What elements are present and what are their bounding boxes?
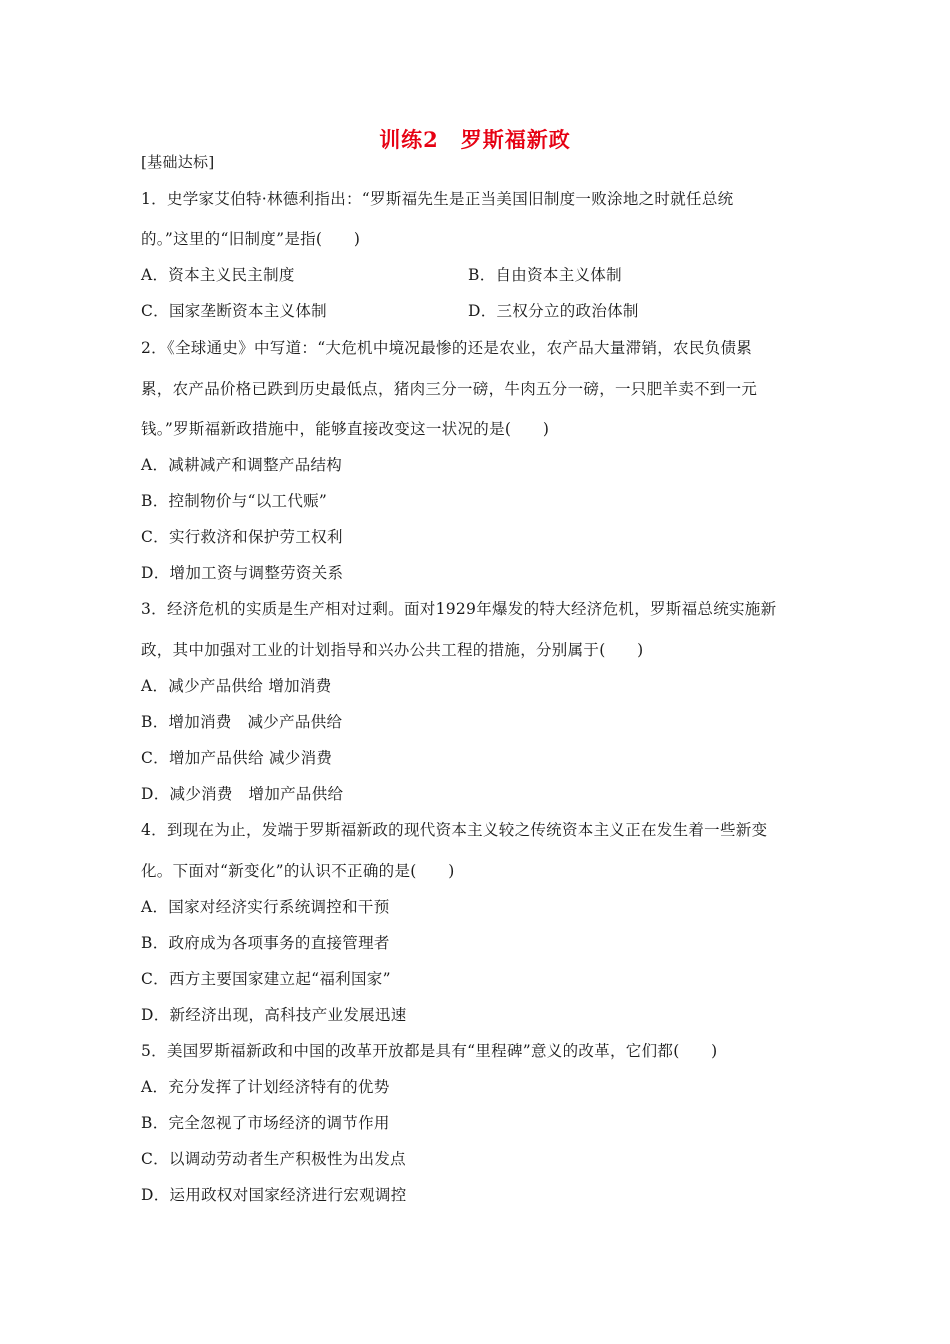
- question-3-option-c: C．增加产品供给 减少消费: [141, 749, 333, 767]
- question-2-stem-line-3: 钱。”罗斯福新政措施中，能够直接改变这一状况的是( ): [141, 420, 550, 438]
- question-5-option-b: B．完全忽视了市场经济的调节作用: [141, 1114, 390, 1132]
- question-3-option-a: A．减少产品供给 增加消费: [141, 677, 332, 695]
- question-1-stem-line-2: 的。”这里的“旧制度”是指( ): [141, 230, 361, 248]
- question-2-option-a: A．减耕减产和调整产品结构: [141, 456, 343, 474]
- question-1-option-b: B．自由资本主义体制: [468, 266, 622, 284]
- question-1-option-d: D．三权分立的政治体制: [468, 302, 639, 320]
- question-2-option-b: B．控制物价与“以工代赈”: [141, 492, 328, 510]
- section-heading: [基础达标]: [141, 153, 215, 171]
- question-5-stem-line-1: 5．美国罗斯福新政和中国的改革开放都是具有“里程碑”意义的改革，它们都( ): [141, 1042, 718, 1060]
- question-5-option-d: D．运用政权对国家经济进行宏观调控: [141, 1186, 407, 1204]
- question-3-stem-line-2: 政，其中加强对工业的计划指导和兴办公共工程的措施，分别属于( ): [141, 641, 644, 659]
- question-3-option-b: B．增加消费 减少产品供给: [141, 713, 343, 731]
- question-4-option-c: C．西方主要国家建立起“福利国家”: [141, 970, 391, 988]
- question-3-stem-line-1: 3．经济危机的实质是生产相对过剩。面对1929年爆发的特大经济危机，罗斯福总统实施新: [141, 600, 777, 618]
- question-4-stem-line-1: 4．到现在为止，发端于罗斯福新政的现代资本主义较之传统资本主义正在发生着一些新变: [141, 821, 768, 839]
- question-1-option-a: A．资本主义民主制度: [141, 266, 295, 284]
- question-2-stem-line-1: 2．《全球通史》中写道：“大危机中境况最惨的还是农业，农产品大量滞销，农民负债累: [141, 339, 753, 357]
- question-5-option-c: C．以调动劳动者生产积极性为出发点: [141, 1150, 406, 1168]
- page-title: 训练2 罗斯福新政: [379, 127, 571, 152]
- question-4-stem-line-2: 化。下面对“新变化”的认识不正确的是( ): [141, 862, 455, 880]
- question-5-option-a: A．充分发挥了计划经济特有的优势: [141, 1078, 390, 1096]
- question-4-option-a: A．国家对经济实行系统调控和干预: [141, 898, 390, 916]
- question-1-option-c: C．国家垄断资本主义体制: [141, 302, 327, 320]
- question-2-option-c: C．实行救济和保护劳工权利: [141, 528, 343, 546]
- question-4-option-d: D．新经济出现，高科技产业发展迅速: [141, 1006, 407, 1024]
- question-1-stem-line-1: 1．史学家艾伯特·林德利指出：“罗斯福先生是正当美国旧制度一败涂地之时就任总统: [141, 190, 734, 208]
- question-2-stem-line-2: 累，农产品价格已跌到历史最低点，猪肉三分一磅，牛肉五分一磅，一只肥羊卖不到一元: [141, 380, 758, 398]
- question-4-option-b: B．政府成为各项事务的直接管理者: [141, 934, 390, 952]
- question-2-option-d: D．增加工资与调整劳资关系: [141, 564, 344, 582]
- question-3-option-d: D．减少消费 增加产品供给: [141, 785, 344, 803]
